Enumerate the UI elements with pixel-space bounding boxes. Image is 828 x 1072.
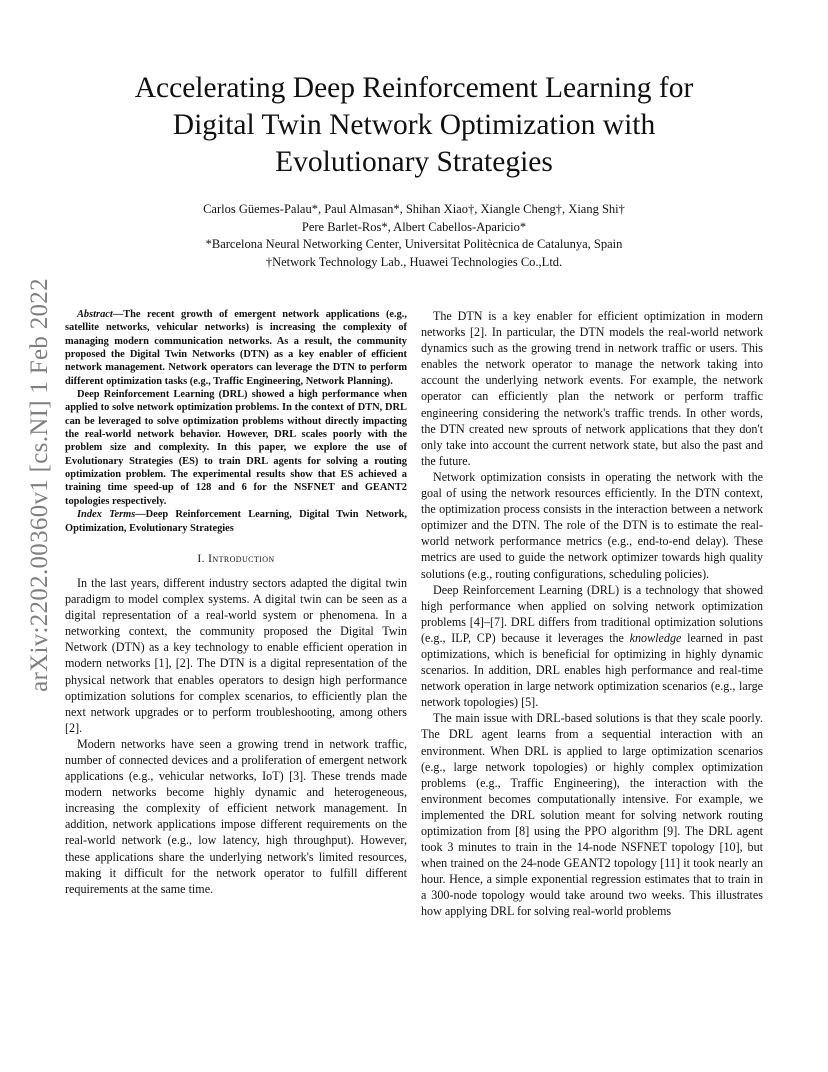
section-heading: I. Introduction	[197, 552, 275, 565]
title-line: Accelerating Deep Reinforcement Learning for	[134, 72, 694, 104]
index-terms	[65, 508, 407, 535]
body-paragraph	[421, 582, 763, 711]
authors-line: Carlos Güemes-Palau*, Paul Almasan*, Shihan Xiao†, Xiangle Cheng†, Xiang Shi†	[203, 202, 625, 216]
arxiv-identifier-text: arXiv:2202.00360v1 [cs.NI] 1 Feb 2022	[26, 278, 54, 692]
affiliation: †Network Technology Lab., Huawei Technologies Co.,Ltd.	[265, 254, 563, 269]
affiliation: *Barcelona Neural Networking Center, Universitat Politècnica de Catalunya, Spain	[205, 237, 623, 251]
abstract-label: Abstract	[77, 309, 113, 320]
title-line: Digital Twin Network Optimization with	[172, 109, 656, 141]
right-column	[421, 308, 763, 920]
authors-line: Pere Barlet-Ros*, Albert Cabellos-Aparicio*	[301, 219, 527, 234]
text-run: Deep Reinforcement Learning (DRL) is a technology that showed high performance when applied on solving network optimization problems [4]–[7]. DRL differs from traditional optimization solutions (e.g., ILP, CP) because it leverages the	[421, 582, 763, 645]
body-paragraph: In the last years, different industry sectors adapted the digital twin paradigm to model complex systems. A digital twin can be seen as a digital representation of a real-world system or phenomena. In a networking context, the community proposed the Digital Twin Network (DTN) as a key technology to enable efficient operation in modern networks [1], [2]. The DTN is a digital representation of the physical network that enables operators to design high performance optimization solutions for complex scenarios, to efficiently plan the next network upgrades or to perform troubleshooting, among others [2].	[65, 575, 407, 735]
body-paragraph: Modern networks have seen a growing trend in network traffic, number of connected devices and a proliferation of emergent network applications (e.g., vehicular networks, IoT) [3]. These trends made modern networks become highly dynamic and heterogeneous, increasing the complexity of efficient network management. In addition, network applications impose different requirements on the real-world network (e.g., low latency, high throughput). However, these applications share the underlying network's limited resources, making it difficult for the network operator to fulfill different requirements at the same time.	[65, 736, 407, 896]
paper-title	[60, 70, 768, 181]
abstract-paragraph	[65, 308, 407, 388]
body-paragraph: The main issue with DRL-based solutions is that they scale poorly. The DRL agent learns from a sequential interaction with an environment. When DRL is applied to large optimization scenarios (e.g., large network topologies) or highly complex optimization problems (e.g., Traffic Engineering), the interaction with the environment becomes computationally intensive. For example, we implemented the DRL solution meant for solving network routing optimization from [8] using the PPO algorithm [9]. The DRL agent took 3 minutes to train in the 14-node NSFNET topology [10], but when trained on the 24-node GEANT2 topology [11] it took nearly an hour. Hence, a simple exponential regression estimates that to train in a 300-node topology would take around two weeks. This illustrates how applying DRL for solving real-world problems	[421, 711, 763, 919]
arxiv-identifier	[20, 278, 60, 692]
index-terms-text: —Deep Reinforcement Learning, Digital Twin Network, Optimization, Evolutionary Strategies	[65, 509, 407, 534]
title-line: Evolutionary Strategies	[275, 146, 553, 178]
author-block	[60, 201, 768, 271]
body-paragraph: The DTN is a key enabler for efficient optimization in modern networks [2]. In particular, the DTN models the real-world network dynamics such as the growing trend in network traffic or users. This enables the network operator to manage the network taking into account the underlying network events. For example, the network operator can efficiently plan the network or perform traffic engineering considering the network's traffic trends. In other words, the DTN created new sprouts of network applications that they don't only take into account the current network state, but also the past and the future.	[421, 309, 763, 468]
emphasis: knowledge	[629, 630, 682, 645]
abstract	[65, 308, 407, 535]
text-run: learned in past optimizations, which is beneficial for optimizing in highly dynamic scenarios. In addition, DRL enables high performance and real-time network operation in large network optimization scenarios (e.g., large network topologies) [5].	[421, 630, 763, 710]
abstract-paragraph: Deep Reinforcement Learning (DRL) showed a high performance when applied to solve network optimization problems. In the context of DTN, DRL can be leveraged to solve optimization problems without directly impacting the real-world network behavior. However, DRL scales poorly with the problem size and complexity. In this paper, we explore the use of Evolutionary Strategies (ES) to train DRL agents for solving a routing optimization problem. The experimental results show that ES achieved a training time speed-up of 128 and 6 for the NSFNET and GEANT2 topologies respectively.	[65, 389, 407, 507]
body-paragraph: Network optimization consists in operating the network with the goal of using the network resources efficiently. In the DTN context, the optimization process consists in the interaction between a network optimizer and the DTN. The role of the DTN is to estimate the real-world network performance metrics (e.g., end-to-end delay). These metrics are used to guide the network optimizer towards high quality solutions (e.g., routing configurations, scheduling policies).	[421, 469, 763, 581]
left-column	[65, 308, 407, 897]
index-terms-label: Index Terms	[77, 509, 136, 521]
abstract-text: —The recent growth of emergent network applications (e.g., satellite networks, vehicular networks) is increasing the complexity of managing modern communication networks. As a result, the community proposed the Digital Twin Networks (DTN) as a key enabler of efficient network management. Network operators can leverage the DTN to perform different optimization tasks (e.g., Traffic Engineering, Network Planning).	[65, 309, 407, 387]
